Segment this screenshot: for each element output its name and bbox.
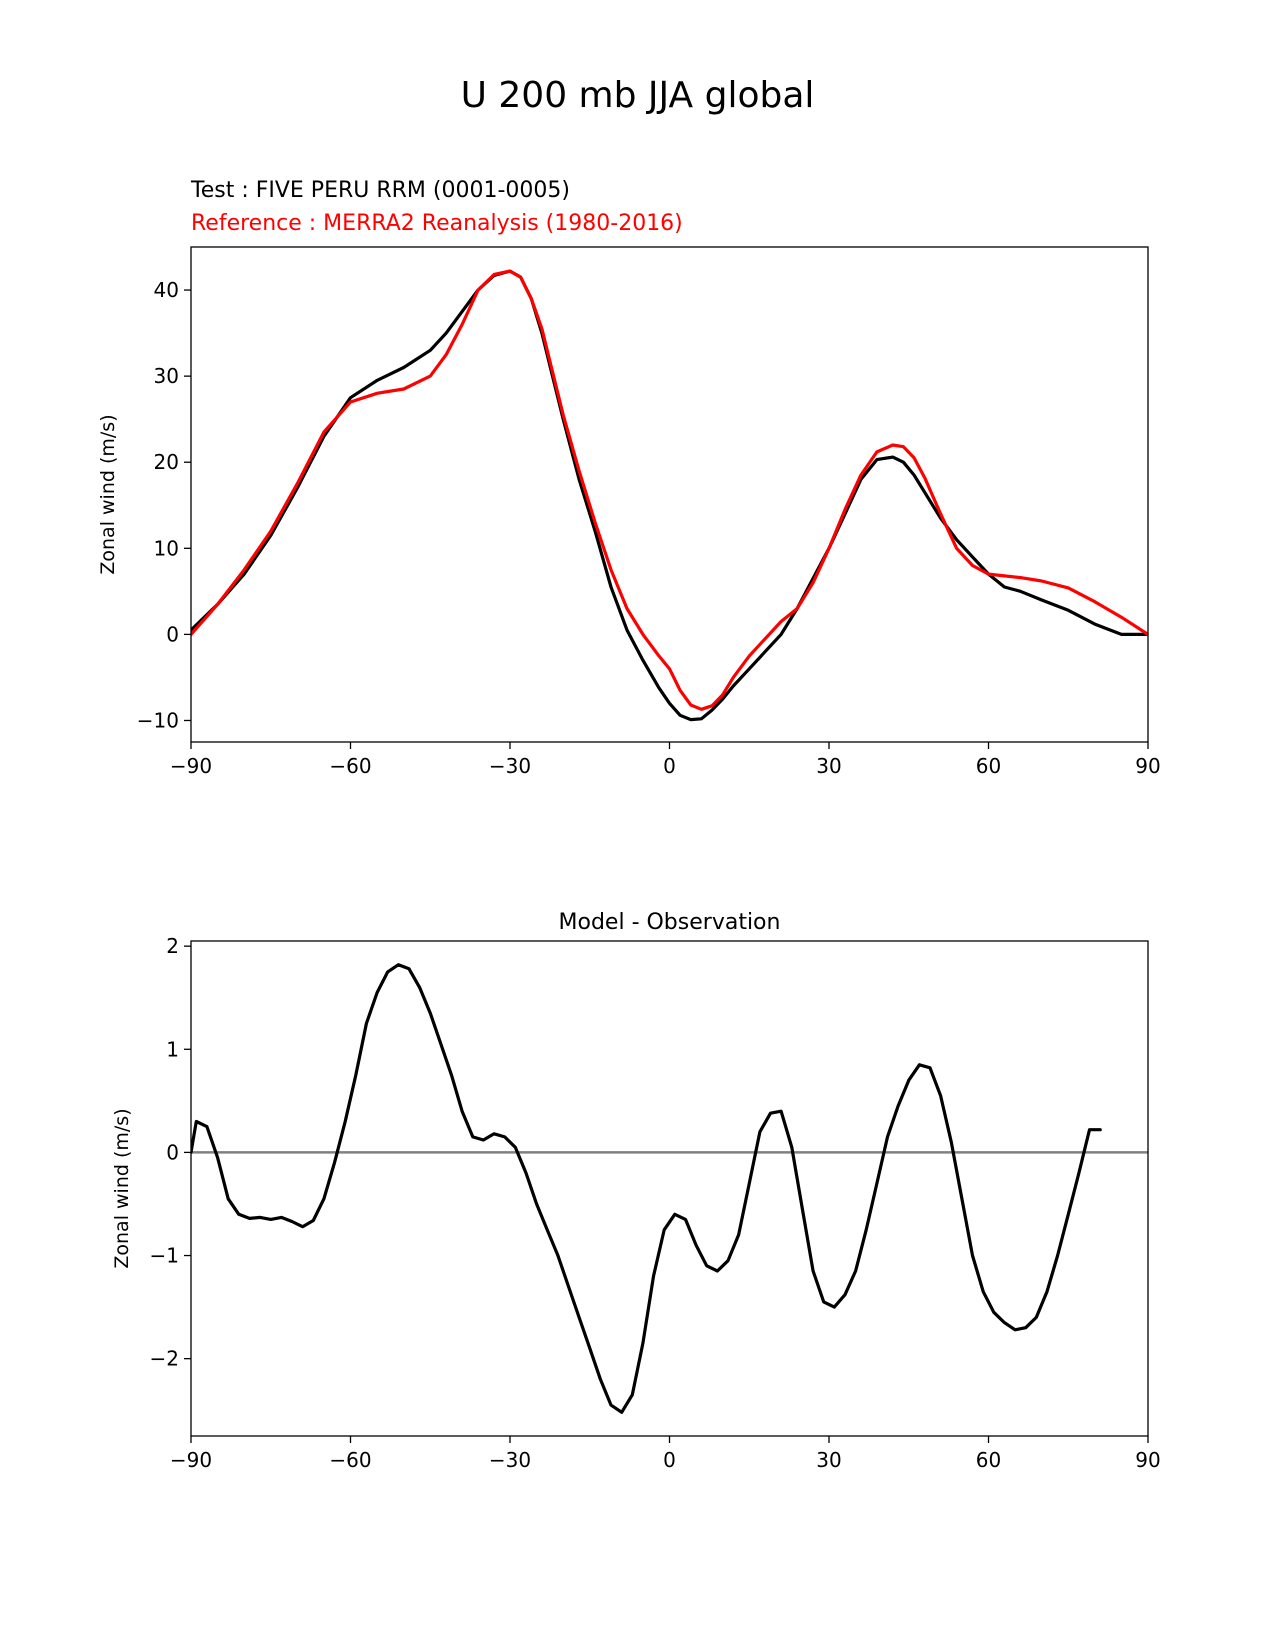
y-tick-label: 2 (166, 934, 179, 959)
x-tick-label: 90 (1135, 1448, 1161, 1472)
x-tick-label: −90 (169, 754, 213, 778)
y-tick-label: 10 (153, 536, 179, 561)
x-tick-label: 60 (975, 1448, 1002, 1472)
x-tick-label: −60 (329, 1448, 372, 1472)
y-tick-label: 0 (166, 622, 179, 647)
figure-title: U 200 mb JJA global (460, 75, 815, 116)
bottom-plot (111, 934, 1161, 1472)
y-axis-label: Zonal wind (m/s) (97, 414, 119, 575)
x-tick-label: 30 (816, 754, 842, 778)
plot-frame (191, 941, 1148, 1436)
x-tick-label: 90 (1135, 754, 1161, 778)
y-tick-label: 30 (153, 364, 179, 389)
test-subtitle: Test : FIVE PERU RRM (0001-0005) (191, 178, 570, 203)
top-plot (97, 247, 1161, 778)
x-tick-label: −90 (169, 1448, 213, 1472)
y-tick-label: 20 (153, 450, 179, 475)
x-tick-label: 60 (975, 754, 1002, 778)
y-tick-label: 40 (153, 278, 179, 303)
x-tick-label: −30 (488, 1448, 532, 1472)
y-tick-label: −1 (149, 1243, 179, 1268)
y-axis-label: Zonal wind (m/s) (111, 1108, 133, 1269)
x-tick-label: 0 (663, 754, 676, 778)
y-tick-label: −10 (136, 708, 179, 733)
series-line-1 (191, 271, 1148, 709)
series-line-0 (191, 271, 1148, 719)
y-tick-label: 0 (166, 1140, 179, 1165)
y-tick-label: 1 (166, 1037, 179, 1062)
series-line-0 (191, 965, 1100, 1413)
x-tick-label: 30 (816, 1448, 842, 1472)
x-tick-label: −60 (329, 754, 372, 778)
reference-subtitle: Reference : MERRA2 Reanalysis (1980-2016) (191, 211, 683, 236)
x-tick-label: −30 (488, 754, 532, 778)
y-tick-label: −2 (149, 1346, 179, 1371)
x-tick-label: 0 (663, 1448, 676, 1472)
bottom-plot-title: Model - Observation (558, 910, 781, 935)
